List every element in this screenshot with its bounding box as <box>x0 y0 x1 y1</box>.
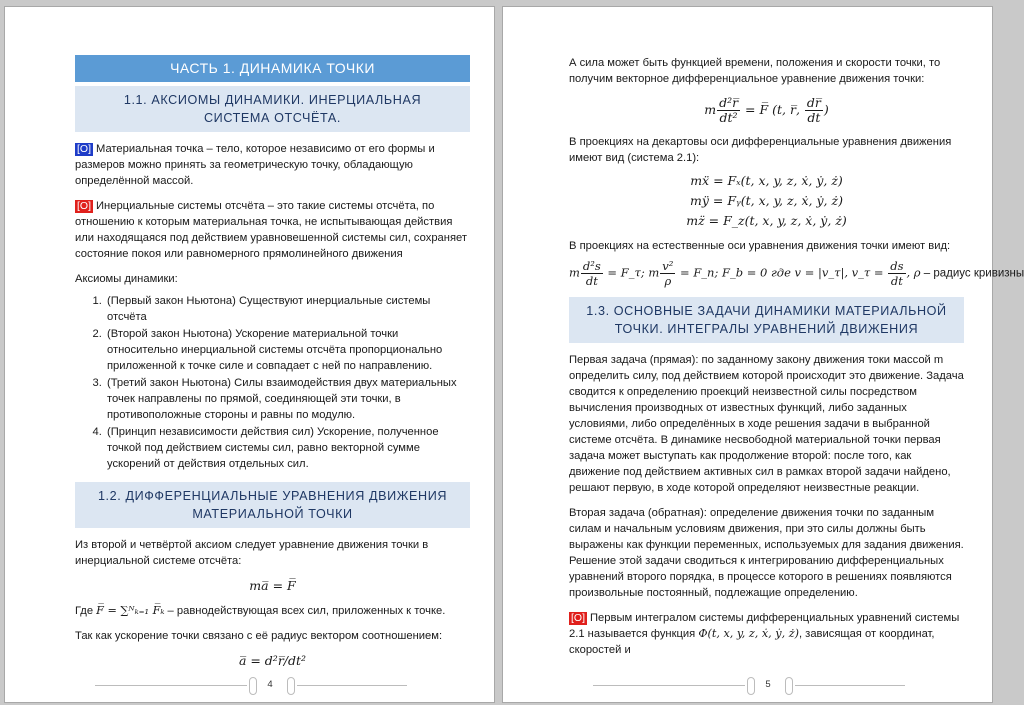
eq-fraction: $\frac{dr̅}{dt}$ <box>806 95 821 125</box>
axioms-list <box>75 293 470 472</box>
eq-fraction: $\frac{\text{v²}}{\rho}$ <box>662 259 674 288</box>
page-4 <box>4 6 495 703</box>
eq-end: ) <box>823 102 829 117</box>
eq-part: , ρ <box>906 265 921 280</box>
section-1-2-intro: Из второй и четвёртой аксиом следует уравнение движения точки в инерциальной системе отсчёта: <box>75 539 429 567</box>
section-1-3-title: 1.3. ОСНОВНЫЕ ЗАДАЧИ ДИНАМИКИ МАТЕРИАЛЬНОЙ ТОЧКИ. ИНТЕГРАЛЫ УРАВНЕНИЙ ДВИЖЕНИЯ <box>569 297 964 343</box>
page-footer <box>5 677 496 697</box>
eq-part: = F_n; F_b = 0 где v = |v_τ|, v_τ = <box>676 265 888 280</box>
section-1-2-title: 1.2. ДИФФЕРЕНЦИАЛЬНЫЕ УРАВНЕНИЯ ДВИЖЕНИЯ МАТЕРИАЛЬНОЙ ТОЧКИ <box>75 482 470 528</box>
eq-part: = F_τ; m <box>603 265 660 280</box>
eq-mass: m <box>704 102 717 117</box>
force-function-intro: А сила может быть функцией времени, положения и скорости точки, то получим векторное дифференциальное уравнение движения точки: <box>569 57 941 85</box>
task-direct: Первая задача (прямая): по заданному закону движения токи массой m определить силу, под действием которой происходит это движение. Задача сводится к определению проекций неизвестной силы посредством вычисления производных от известных функций, либо заданных условиями, либо определённых в ходе решения задачи в выбранной системе отсчёта. В динамике несвободной материальной точки первая задача может выступать как продолжение второй: после того, как движение под действием активных сил в рамках второй задачи найдено, решают первую, в ходе которой определяют неизвестные реакции. <box>569 354 964 494</box>
eq-fraction: $\frac{\text{d²s}}{dt}$ <box>582 259 601 288</box>
definition-marker: [О] <box>571 612 586 624</box>
definition-marker: [О] <box>77 143 92 155</box>
page-number: 5 <box>765 679 771 690</box>
footer-bracket <box>287 677 295 695</box>
axiom-item: 2. (Второй закон Ньютона) Ускорение материальной точки относительно инерциальной системы отсчёта пропорционально приложенной к точке силе и совпадает с ней по направлению. <box>105 326 470 374</box>
where-text: – равнодействующая всех сил, приложенных к точке. <box>164 605 446 617</box>
where-prefix: Где <box>75 605 97 617</box>
page-5 <box>502 6 1024 703</box>
page-footer <box>503 677 994 697</box>
eq-tail: – радиус кривизны <box>920 267 1024 280</box>
page-number: 4 <box>267 679 273 690</box>
axiom-item: 4. (Принцип независимости действия сил) Ускорение, полученное точкой под действием системы сил, равно векторной сумме ускорений от действия отдельных сил. <box>105 424 470 472</box>
section-1-1-title: 1.1. АКСИОМЫ ДИНАМИКИ. ИНЕРЦИАЛЬНАЯ СИСТЕМА ОТСЧЁТА. <box>75 86 470 132</box>
eq-fraction: $\frac{\text{d²r̅}}{\text{dt²}}$ <box>719 95 739 125</box>
definition-text: , зависящая от координат, скоростей и <box>569 628 935 656</box>
first-integral-formula: Φ(t, x, y, z, ẋ, ẏ, ż) <box>698 627 799 640</box>
equation-acceleration: a̅ = d²r̅/dt² <box>238 653 307 668</box>
page-4-content <box>75 55 470 678</box>
eq-middle: = F̅ (t, r̅, <box>741 102 804 117</box>
acceleration-intro: Так как ускорение точки связано с её радиус вектором соотношением: <box>75 630 443 642</box>
axiom-item: 3. (Третий закон Ньютона) Силы взаимодействия двух материальных точек направлены по прямой, соединяющей эти точки, в противоположные стороны и равны по модулю. <box>105 375 470 423</box>
equation-z: mz̈ = F_z(t, x, y, z, ẋ, ẏ, ż) <box>686 213 847 228</box>
task-inverse: Вторая задача (обратная): определение движения точки по заданным силам и начальным условиям движения, при это силы должны быть выражены как функции переменных, используемых для задания движения. Решение этой задачи сводиться к интегрированию дифференциальных уравнений второго порядка, в процессе которого в решениях появляются произвольные постоянный, подлежащие определению. <box>569 507 964 599</box>
part-title: ЧАСТЬ 1. ДИНАМИКА ТОЧКИ <box>75 55 470 82</box>
footer-line-right <box>795 685 905 686</box>
equation-vector-motion <box>569 96 964 125</box>
footer-line-left <box>95 685 247 686</box>
eq-fraction: $\frac{ds}{dt}$ <box>890 259 904 288</box>
definition-text: Материальная точка – тело, которое независимо от его формы и размеров можно принять за геометрическую точку, обладающую определённой массой. <box>75 143 435 187</box>
definition-text: Инерциальные системы отсчёта – это такие системы отсчёта, по отношению к которым материальная точка, не испытывающая действия или находящаяся под действием уравновешенной системы сил, сохраняет состояние покоя или равномерного прямолинейного движения <box>75 200 467 260</box>
cartesian-intro: В проекциях на декартовы оси дифференциальные уравнения движения имеют вид (система 2.1): <box>569 136 952 164</box>
definition-material-point <box>75 141 470 189</box>
equation-x: mẍ = Fₓ(t, x, y, z, ẋ, ẏ, ż) <box>690 173 843 188</box>
resultant-force-note <box>75 603 470 619</box>
definition-marker: [О] <box>77 200 92 212</box>
definition-first-integral <box>569 610 964 658</box>
axiom-item: 1. (Первый закон Ньютона) Существуют инерциальные системы отсчёта <box>105 293 470 325</box>
definition-inertial-frame <box>75 198 470 262</box>
eq-mass: m <box>569 265 580 280</box>
footer-bracket <box>785 677 793 695</box>
equation-newton: ma̅ = F̅ <box>249 578 296 593</box>
equation-y: mÿ = Fᵧ(t, x, y, z, ẋ, ẏ, ż) <box>690 193 843 208</box>
axioms-intro: Аксиомы динамики: <box>75 273 178 285</box>
equation-natural-axes <box>569 259 1024 288</box>
footer-line-left <box>593 685 745 686</box>
footer-line-right <box>297 685 407 686</box>
resultant-force-formula: F̅ = ∑ᴺₖ₌₁ F̅ₖ <box>96 604 165 617</box>
definition-text: Первым интегралом системы дифференциальных уравнений системы 2.1 называется функция <box>569 612 960 640</box>
natural-axes-intro: В проекциях на естественные оси уравнения движения точки имеют вид: <box>569 240 951 252</box>
page-5-content <box>569 55 1024 658</box>
